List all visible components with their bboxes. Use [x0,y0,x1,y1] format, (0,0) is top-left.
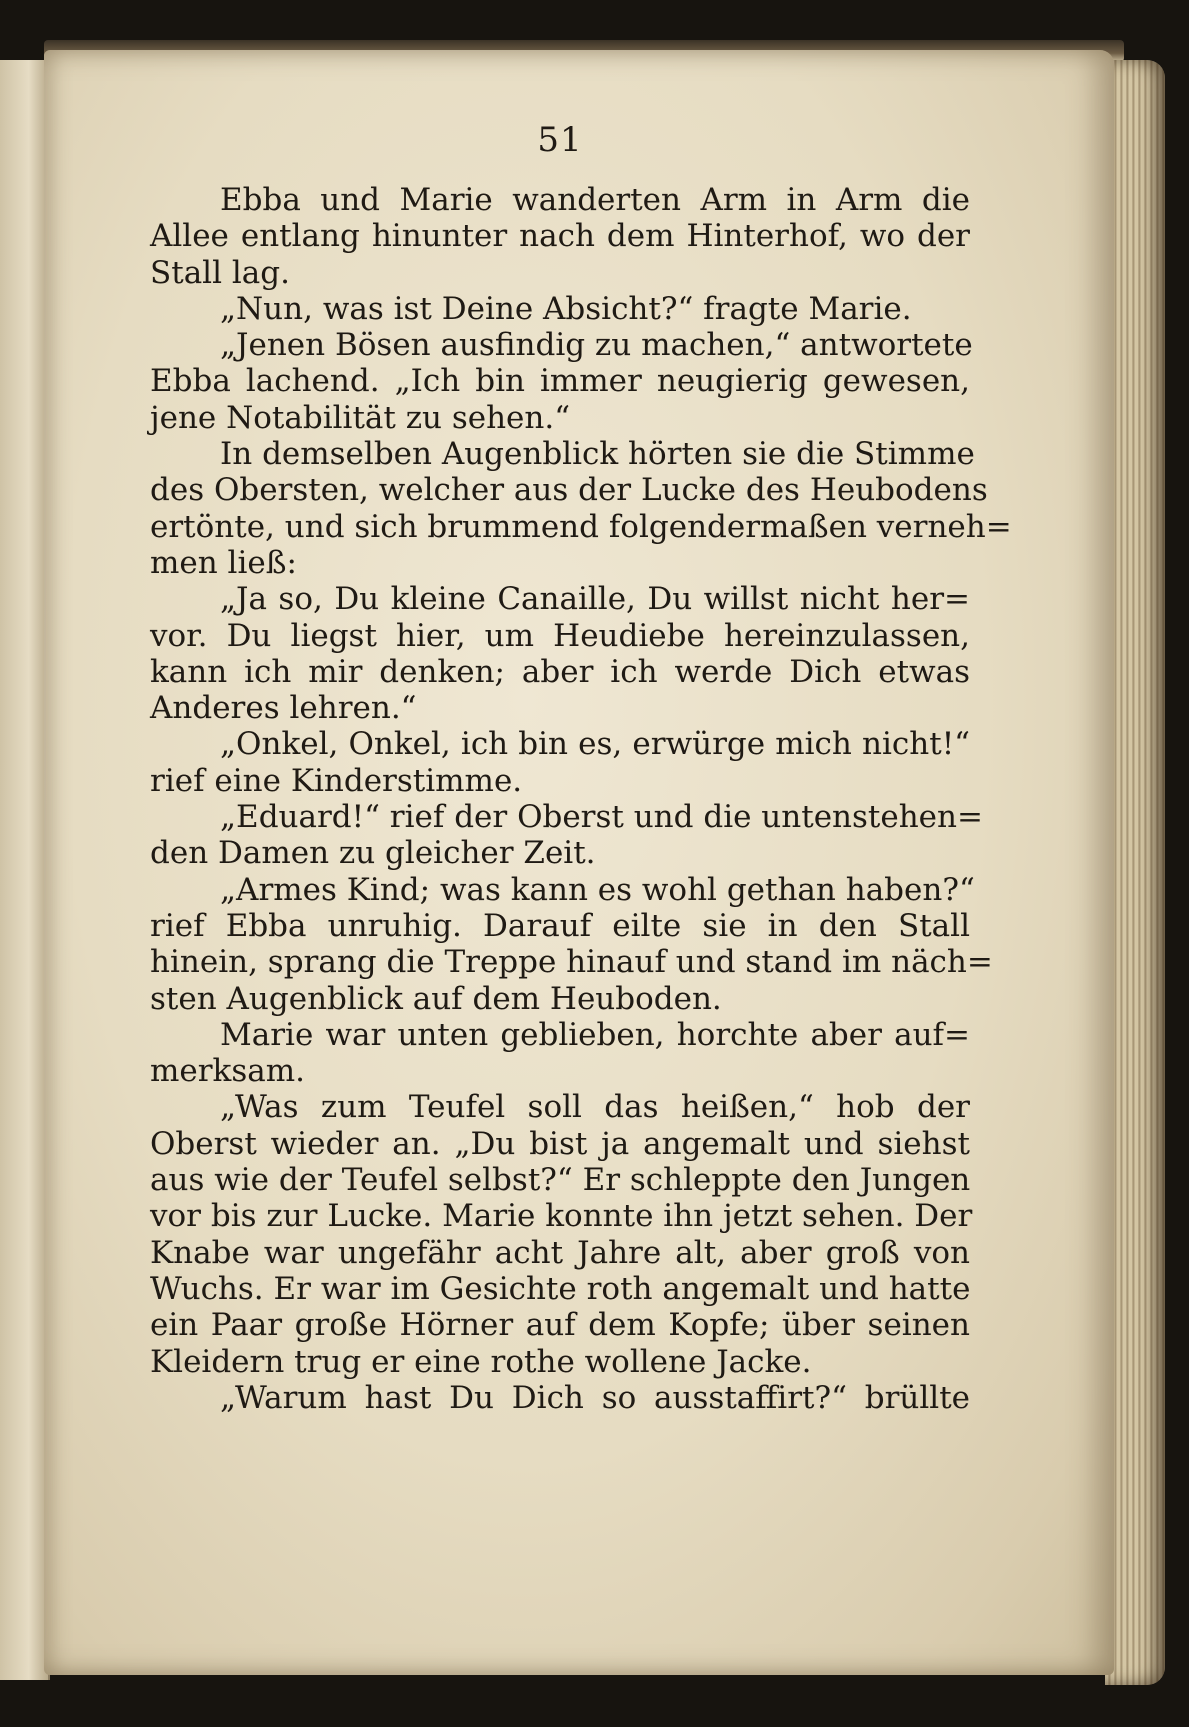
page-content [150,120,1012,1416]
page-stack-edge [1105,60,1165,1685]
text-line: „Ja so, Du kleine Canaille, Du willst nicht her= [220,581,970,618]
text-line: Wuchs. Er war im Gesichte roth angemalt und hatte [150,1270,971,1307]
text-line: In demselben Augenblick hörten sie die Stimme [220,436,975,473]
facing-page-edge [0,60,50,1680]
text-line: Kleidern trug er eine rothe wollene Jacke. [150,1343,812,1380]
body-text [150,182,1012,1416]
text-line: Knabe war ungefähr acht Jahre alt, aber groß von [150,1234,970,1271]
text-line: des Obersten, welcher aus der Lucke des Heubodens [150,472,988,509]
text-line: jene Notabilität zu sehen.“ [150,399,571,436]
text-line: „Onkel, Onkel, ich bin es, erwürge mich nicht!“ [220,726,970,763]
text-line: Marie war unten geblieben, horchte aber auf= [220,1016,970,1053]
text-line: „Jenen Bösen ausfindig zu machen,“ antwortete [220,327,973,364]
text-line: sten Augenblick auf dem Heuboden. [150,980,722,1017]
text-line: rief Ebba unruhig. Darauf eilte sie in den Stall [150,907,970,944]
text-line: merksam. [150,1053,305,1090]
text-line: Ebba lachend. „Ich bin immer neugierig gewesen, [150,363,970,400]
text-line: hinein, sprang die Treppe hinauf und stand im näch= [150,944,993,981]
text-line: „Armes Kind; was kann es wohl gethan haben?“ [220,871,975,908]
page-number: 51 [537,120,583,160]
text-line: Oberst wieder an. „Du bist ja angemalt und siehst [150,1125,970,1162]
text-line: kann ich mir denken; aber ich werde Dich etwas [150,653,970,690]
text-line: „Eduard!“ rief der Oberst und die untenstehen= [220,799,983,836]
text-line: Ebba und Marie wanderten Arm in Arm die [220,182,970,218]
text-line: vor. Du liegst hier, um Heudiebe hereinzulassen, [150,617,970,654]
text-line: ertönte, und sich brummend folgendermaßen verneh= [150,508,1012,545]
text-line: aus wie der Teufel selbst?“ Er schleppte den Jungen [150,1162,971,1199]
text-line: Allee entlang hinunter nach dem Hinterhof, wo der [150,218,970,255]
text-line: Stall lag. [150,254,290,291]
text-line: rief eine Kinderstimme. [150,762,523,799]
text-line: „Warum hast Du Dich so ausstaffirt?“ brüllte [220,1379,970,1416]
text-line: vor bis zur Lucke. Marie konnte ihn jetzt sehen. Der [150,1198,973,1235]
text-line: Anderes lehren.“ [150,690,417,727]
text-line: den Damen zu gleicher Zeit. [150,835,596,872]
text-line: „Was zum Teufel soll das heißen,“ hob der [220,1089,970,1126]
text-line: „Nun, was ist Deine Absicht?“ fragte Marie. [220,290,912,327]
text-line: ein Paar große Hörner auf dem Kopfe; über seinen [150,1307,970,1344]
text-line: men ließ: [150,544,297,581]
